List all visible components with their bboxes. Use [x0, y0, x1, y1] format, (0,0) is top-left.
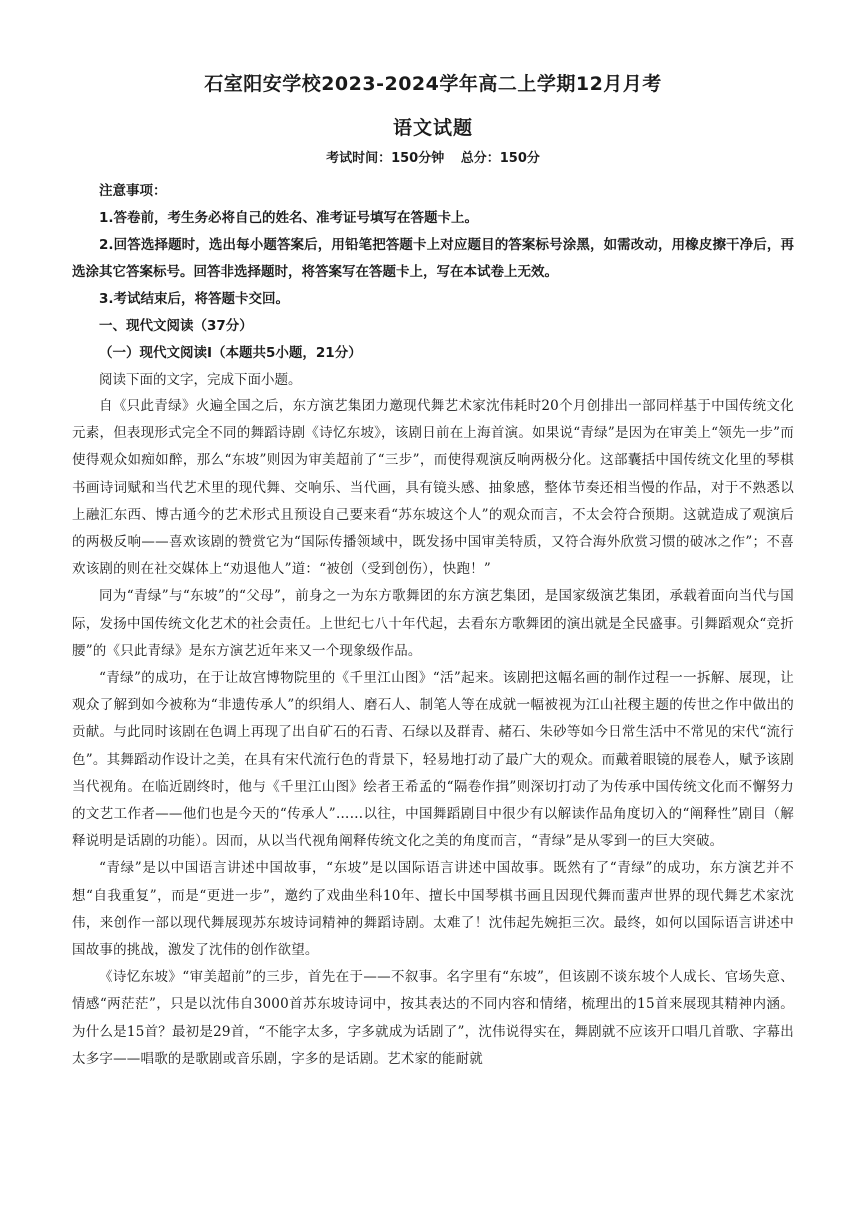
- article-paragraph-5: 《诗忆东坡》“审美超前”的三步，首先在于——不叙事。名字里有“东坡”，但该剧不谈东坡个人成长、官场失意、情感“两茫茫”，只是以沈伟自3000首苏东坡诗词中，按其表达的不同内容和情绪，梳理出的15首来展现其精神内涵。为什么是15首？最初是29首，“不能字太多，字多就成为话剧了”，沈伟说得实在，舞剧就不应该开口唱几首歌、字幕出太多字——唱歌的是歌剧或音乐剧，字多的是话剧。艺术家的能耐就: [72, 969, 794, 1067]
- exam-title: 石室阳安学校2023-2024学年高二上学期12月月考: [204, 73, 662, 95]
- article-paragraph-2: 同为“青绿”与“东坡”的“父母”，前身之一为东方歌舞团的东方演艺集团，是国家级演艺集团，承载着面向当代与国际，发扬中国传统文化艺术的社会责任。上世纪七八十年代起，去看东方歌舞团的演出就是全民盛事。引舞蹈观众“竞折腰”的《只此青绿》是东方演艺近年来又一个现象级作品。: [72, 588, 794, 659]
- notice-block: [72, 178, 794, 313]
- exam-subtitle: 语文试题: [392, 117, 473, 139]
- article-paragraph-1: 自《只此青绿》火遍全国之后，东方演艺集团力邀现代舞艺术家沈伟耗时20个月创排出一部同样基于中国传统文化元素，但表现形式完全不同的舞蹈诗剧《诗忆东坡》，该剧日前在上海首演。如果说“青绿”是因为在审美上“领先一步”而使得观众如痴如醉，那么“东坡”则因为审美超前了“三步”，而使得观演反响两极分化。这部囊括中国传统文化里的琴棋书画诗词赋和当代艺术里的现代舞、交响乐、当代画，具有镜头感、抽象感，整体节奏还相当慢的作品，对于不熟悉以上融汇东西、博古通今的艺术形式且预设自己要来看“苏东坡这个人”的观众而言，不太会符合预期。这就造成了观演后的两极反响——喜欢该剧的赞赏它为“国际传播领域中，既发扬中国审美特质，又符合海外欣赏习惯的破冰之作”；不喜欢该剧的则在社交媒体上“劝退他人”道：“被创（受到创伤），快跑！”: [72, 398, 794, 578]
- sub-section-title: （一）现代文阅读Ⅰ（本题共5小题，21分）: [99, 345, 362, 361]
- part-title: 一、现代文阅读（37分）: [99, 318, 253, 334]
- exam-meta: [72, 148, 794, 170]
- article-paragraph-4: “青绿”是以中国语言讲述中国故事，“东坡”是以国际语言讲述中国故事。既然有了“青绿”的成功，东方演艺并不想“自我重复”，而是“更进一步”，邀约了戏曲坐科10年、擅长中国琴棋书画且因现代舞而蜚声世界的现代舞艺术家沈伟，来创作一部以现代舞展现苏东坡诗词精神的舞蹈诗剧。太难了！沈伟起先婉拒三次。最终，如何以国际语言讲述中国故事的挑战，激发了沈伟的创作欲望。: [72, 860, 794, 959]
- notice-item-3: 3.考试结束后，将答题卡交回。: [99, 291, 290, 307]
- notice-item-1: 1.答卷前，考生务必将自己的姓名、准考证号填写在答题卡上。: [99, 210, 479, 226]
- reading-instruction: 阅读下面的文字，完成下面小题。: [99, 372, 302, 388]
- notice-heading: 注意事项：: [99, 183, 167, 199]
- total-score: 总分：150分: [460, 151, 540, 166]
- exam-time: 考试时间：150分钟: [326, 151, 445, 166]
- notice-item-2: 2.回答选择题时，选出每小题答案后，用铅笔把答题卡上对应题目的答案标号涂黑，如需改动，用橡皮擦干净后，再选涂其它答案标号。回答非选择题时，将答案写在答题卡上，写在本试卷上无效。: [72, 237, 794, 280]
- article-paragraph-3: “青绿”的成功，在于让故宫博物院里的《千里江山图》“活”起来。该剧把这幅名画的制作过程一一拆解、展现，让观众了解到如今被称为“非遗传承人”的织绢人、磨石人、制笔人等在成就一幅被视为江山社稷主题的传世之作中做出的贡献。与此同时该剧在色调上再现了出自矿石的石青、石绿以及群青、赭石、朱砂等如今日常生活中不常见的宋代“流行色”。其舞蹈动作设计之美，在具有宋代流行色的背景下，轻易地打动了最广大的观众。而戴着眼镜的展卷人，赋予该剧当代视角。在临近剧终时，他与《千里江山图》绘者王希孟的“隔卷作揖”则深切打动了为传承中国传统文化而不懈努力的文艺工作者——他们也是今天的“传承人”……以往，中国舞蹈剧目中很少有以解读作品角度切入的“阐释性”剧目（解释说明是话剧的功能）。因而，从以当代视角阐释传统文化之美的角度而言，“青绿”是从零到一的巨大突破。: [72, 670, 794, 850]
- article-body: [72, 393, 794, 1073]
